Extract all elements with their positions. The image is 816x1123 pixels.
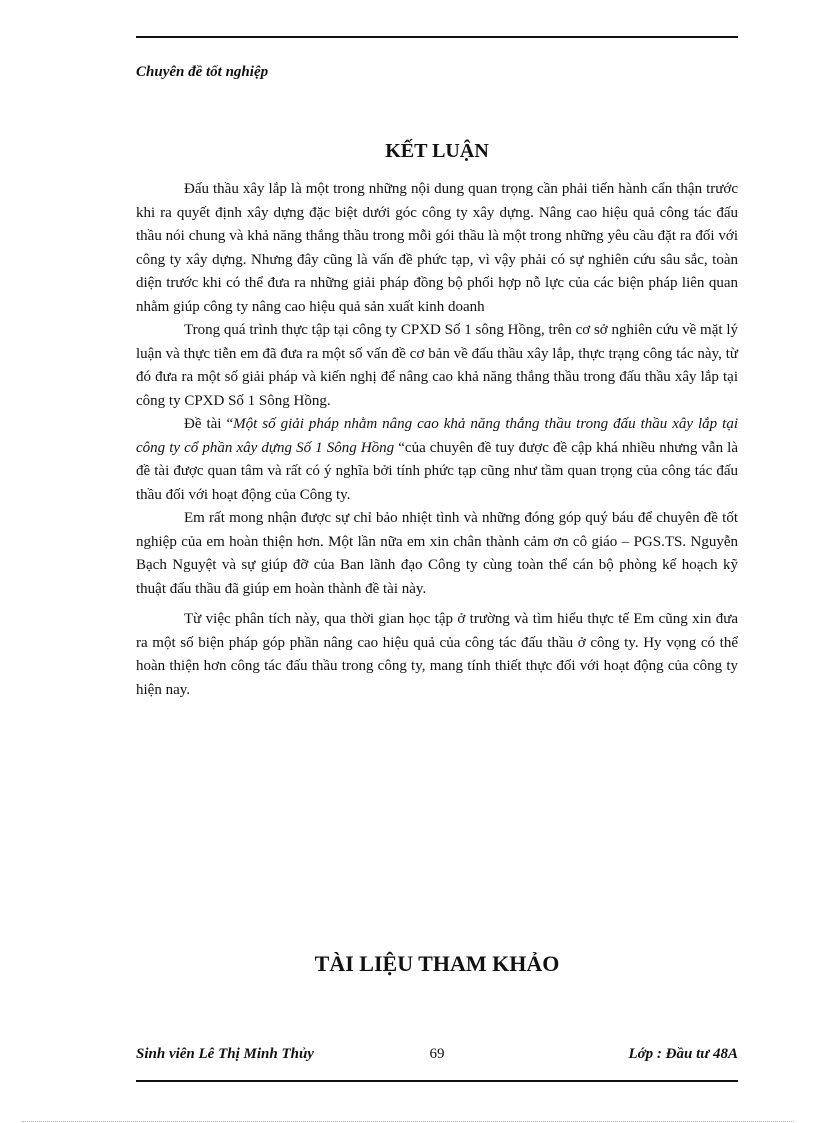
- paragraph-4: Em rất mong nhận được sự chỉ bảo nhiệt tình và những đóng góp quý báu để chuyên đề tốt nghiệp của em hoàn thiện hơn. Một lần nữa em xin chân thành cảm ơn cô giáo – PGS.TS. Nguyễn Bạch Nguyệt và sự giúp đỡ của Ban lãnh đạo Công ty cùng toàn thể cán bộ phòng kế hoạch kỹ thuật đấu thầu đã giúp em hoàn thành đề tài này.: [136, 510, 738, 597]
- document-header-title: Chuyên đề tốt nghiệp: [136, 64, 269, 80]
- page-edge-divider: [22, 1121, 794, 1122]
- paragraph-3-rest: “của chuyên đề tuy được đề cập khá nhiều nhưng vẫn là đề tài được quan tâm và rất có ý nghĩa bởi tính phức tạp cũng như tầm quan trọng của công tác đấu thầu đối với hoạt động của Công ty.: [136, 439, 738, 503]
- footer-student-name: Sinh viên Lê Thị Minh Thủy: [136, 1046, 314, 1062]
- paragraph-3-lead: Đề tài “: [184, 416, 234, 432]
- header-rule: [136, 36, 738, 38]
- paragraph-3: [136, 413, 738, 507]
- paragraph-1: Đấu thầu xây lắp là một trong những nội dung quan trọng cần phải tiến hành cẩn thận trước khi ra quyết định xây dựng đặc biệt dưới góc công ty xây dựng. Nâng cao hiệu quả công tác đấu thầu nói chung và khả năng thắng thầu trong mỗi gói thầu là một trong những yêu cầu đặt ra đối với công ty xây dựng. Nhưng đây cũng là vấn đề phức tạp, vì vậy phải có sự nghiên cứu sâu sắc, toàn diện trước khi có thể đưa ra những giải pháp đồng bộ phối hợp nỗ lực của các biện pháp liên quan nhằm giúp công ty nâng cao hiệu quả sản xuất kinh doanh: [136, 181, 738, 315]
- footer-rule: [136, 1080, 738, 1082]
- thesis-title-italic: Một số giải pháp nhằm nâng cao khả năng thắng thầu trong đấu thầu xây lắp tại công ty cổ phần xây dựng Số 1 Sông Hồng: [136, 416, 738, 456]
- page-number: 69: [429, 1046, 445, 1062]
- conclusion-heading: KẾT LUẬN: [385, 140, 489, 162]
- paragraph-2: Trong quá trình thực tập tại công ty CPXD Số 1 sông Hồng, trên cơ sở nghiên cứu về mặt lý luận và thực tiễn em đã đưa ra một số vấn đề cơ bản về đấu thầu xây lắp, thực trạng công tác này, từ đó đưa ra một số giải pháp và kiến nghị để nâng cao khả năng thắng thầu trong đấu thầu xây lắp tại công ty CPXD Số 1 Sông Hồng.: [136, 322, 738, 409]
- paragraph-5: Từ việc phân tích này, qua thời gian học tập ở trường và tìm hiểu thực tế Em cũng xin đưa ra một số biện pháp góp phần nâng cao hiệu quả của công tác đấu thầu ở công ty. Hy vọng có thể hoàn thiện hơn công tác đấu thầu trong công ty, mang tính thiết thực đối với hoạt động của công ty hiện nay.: [136, 611, 738, 698]
- references-heading: TÀI LIỆU THAM KHẢO: [314, 951, 560, 976]
- footer-class-label: Lớp : Đầu tư 48A: [628, 1046, 738, 1062]
- conclusion-body: [136, 178, 738, 702]
